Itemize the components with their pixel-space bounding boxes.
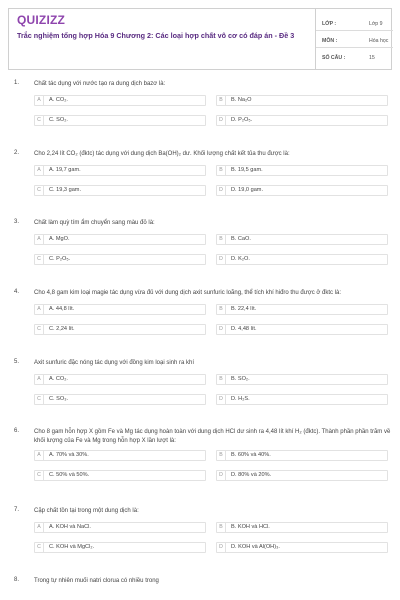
option-text: A. MgO. bbox=[49, 236, 70, 242]
question-text: Chất làm quỳ tím ẩm chuyển sang màu đỏ là: bbox=[34, 220, 155, 226]
option-text: A. 44,8 lít. bbox=[49, 306, 75, 312]
option-key: D bbox=[217, 255, 226, 264]
option-b[interactable] bbox=[216, 374, 388, 385]
option-a[interactable] bbox=[34, 234, 206, 245]
option-text: B. 22,4 lít. bbox=[231, 306, 257, 312]
question-number: 7. bbox=[14, 507, 20, 513]
option-key: C bbox=[35, 325, 44, 334]
option-key: C bbox=[35, 116, 44, 125]
meta-subject bbox=[315, 33, 392, 48]
meta-grade-value: Lớp 9 bbox=[369, 21, 383, 27]
meta-question-count-label: SỐ CÂU : bbox=[322, 55, 346, 61]
option-text: C. 2,24 lít. bbox=[49, 326, 75, 332]
option-d[interactable] bbox=[216, 115, 388, 126]
question-number: 4. bbox=[14, 289, 20, 295]
option-a[interactable] bbox=[34, 522, 206, 533]
option-key: C bbox=[35, 395, 44, 404]
option-b[interactable] bbox=[216, 95, 388, 106]
worksheet-title: Trắc nghiệm tổng hợp Hóa 9 Chương 2: Các loại hợp chất vô cơ có đáp án - Đề 3 bbox=[17, 31, 295, 40]
question-number: 2. bbox=[14, 150, 20, 156]
question-number: 8. bbox=[14, 577, 20, 583]
option-c[interactable] bbox=[34, 394, 206, 405]
question-text: Cho 4,8 gam kim loại magie tác dụng vừa đủ với dung dịch axit sunfuric loãng, thể tích khí hiđro thu được ở đktc là: bbox=[34, 290, 341, 296]
question-number: 1. bbox=[14, 80, 20, 86]
option-key: B bbox=[217, 523, 226, 532]
option-b[interactable] bbox=[216, 304, 388, 315]
option-text: A. 70% và 30%. bbox=[49, 452, 89, 458]
option-text: D. K₂O. bbox=[231, 256, 250, 262]
option-text: B. CaO. bbox=[231, 236, 251, 242]
option-key: D bbox=[217, 325, 226, 334]
option-text: B. 60% và 40%. bbox=[231, 452, 271, 458]
question-text: Cho 8 gam hỗn hợp X gồm Fe và Mg tác dụng hoàn toàn với dung dịch HCl dư sinh ra 4,48 lít khí H₂ (đktc). Thành phần phần trăm về khối lượng của Fe và Mg trong hỗn hợp X lần lượt là: bbox=[34, 429, 391, 444]
option-text: D. P₂O₅. bbox=[231, 117, 253, 123]
option-key: A bbox=[35, 305, 44, 314]
option-b[interactable] bbox=[216, 522, 388, 533]
option-a[interactable] bbox=[34, 374, 206, 385]
option-text: C. SO₃. bbox=[49, 396, 69, 402]
option-text: D. 19,0 gam. bbox=[231, 187, 264, 193]
option-key: A bbox=[35, 375, 44, 384]
option-d[interactable] bbox=[216, 324, 388, 335]
option-b[interactable] bbox=[216, 165, 388, 176]
option-key: B bbox=[217, 305, 226, 314]
meta-grade-label: LỚP : bbox=[322, 21, 337, 27]
question-text: Cho 2,24 lít CO₂ (đktc) tác dụng với dung dịch Ba(OH)₂ dư. Khối lượng chất kết tủa thu được là: bbox=[34, 151, 290, 157]
meta-separator bbox=[316, 47, 393, 48]
option-key: D bbox=[217, 543, 226, 552]
option-key: D bbox=[217, 116, 226, 125]
option-d[interactable] bbox=[216, 254, 388, 265]
option-c[interactable] bbox=[34, 185, 206, 196]
quizizz-logo: QUIZIZZ bbox=[17, 13, 66, 27]
worksheet-header bbox=[8, 8, 392, 70]
option-a[interactable] bbox=[34, 450, 206, 461]
option-c[interactable] bbox=[34, 254, 206, 265]
option-key: C bbox=[35, 543, 44, 552]
option-d[interactable] bbox=[216, 394, 388, 405]
option-key: D bbox=[217, 395, 226, 404]
option-key: A bbox=[35, 523, 44, 532]
meta-question-count bbox=[315, 50, 392, 65]
option-text: D. KOH và Al(OH)₃. bbox=[231, 544, 280, 550]
option-text: C. 19,3 gam. bbox=[49, 187, 82, 193]
option-key: D bbox=[217, 471, 226, 480]
option-key: C bbox=[35, 186, 44, 195]
meta-subject-label: MÔN : bbox=[322, 38, 338, 44]
option-key: A bbox=[35, 451, 44, 460]
option-d[interactable] bbox=[216, 185, 388, 196]
option-text: D. 80% và 20%. bbox=[231, 472, 272, 478]
option-key: B bbox=[217, 166, 226, 175]
option-key: B bbox=[217, 451, 226, 460]
question-text: Cặp chất tồn tại trong một dung dịch là: bbox=[34, 508, 139, 514]
option-text: A. CO₂. bbox=[49, 97, 68, 103]
option-c[interactable] bbox=[34, 542, 206, 553]
question-text: Trong tự nhiên muối natri clorua có nhiều trong bbox=[34, 578, 159, 584]
option-key: B bbox=[217, 235, 226, 244]
question-text: Chất tác dụng với nước tạo ra dung dịch bazơ là: bbox=[34, 81, 166, 87]
option-text: A. KOH và NaCl. bbox=[49, 524, 91, 530]
meta-separator bbox=[316, 30, 393, 31]
option-d[interactable] bbox=[216, 542, 388, 553]
option-key: A bbox=[35, 235, 44, 244]
option-c[interactable] bbox=[34, 470, 206, 481]
option-a[interactable] bbox=[34, 95, 206, 106]
option-text: A. CO₂. bbox=[49, 376, 68, 382]
question-number: 5. bbox=[14, 359, 20, 365]
option-text: A. 19,7 gam. bbox=[49, 167, 81, 173]
option-key: C bbox=[35, 255, 44, 264]
option-text: C. KOH và MgCl₂. bbox=[49, 544, 95, 550]
option-text: C. P₂O₅. bbox=[49, 256, 71, 262]
option-key: A bbox=[35, 166, 44, 175]
option-text: D. H₂S. bbox=[231, 396, 250, 402]
option-text: C. 50% và 50%. bbox=[49, 472, 90, 478]
option-text: B. SO₂. bbox=[231, 376, 250, 382]
option-a[interactable] bbox=[34, 165, 206, 176]
question-number: 6. bbox=[14, 428, 20, 434]
option-c[interactable] bbox=[34, 324, 206, 335]
meta-subject-value: Hóa học bbox=[369, 38, 389, 44]
option-d[interactable] bbox=[216, 470, 388, 481]
option-text: B. KOH và HCl. bbox=[231, 524, 270, 530]
option-text: C. SO₂. bbox=[49, 117, 68, 123]
option-text: B. 19,5 gam. bbox=[231, 167, 263, 173]
option-b[interactable] bbox=[216, 450, 388, 461]
option-a[interactable] bbox=[34, 304, 206, 315]
option-key: B bbox=[217, 375, 226, 384]
meta-question-count-value: 15 bbox=[369, 55, 375, 61]
meta-grade bbox=[315, 16, 392, 31]
question-number: 3. bbox=[14, 219, 20, 225]
option-key: C bbox=[35, 471, 44, 480]
option-key: D bbox=[217, 186, 226, 195]
option-key: A bbox=[35, 96, 44, 105]
option-b[interactable] bbox=[216, 234, 388, 245]
option-key: B bbox=[217, 96, 226, 105]
option-c[interactable] bbox=[34, 115, 206, 126]
option-text: D. 4,48 lít. bbox=[231, 326, 257, 332]
option-text: B. Na₂O bbox=[231, 97, 252, 103]
question-text: Axit sunfuric đặc nóng tác dụng với đồng kim loại sinh ra khí bbox=[34, 360, 195, 366]
